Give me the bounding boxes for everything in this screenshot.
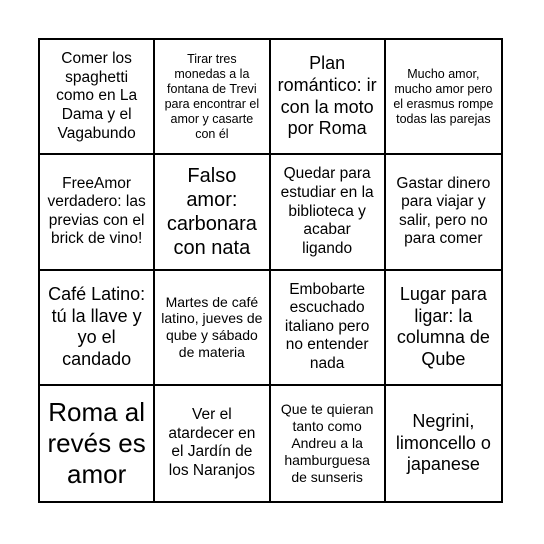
bingo-cell-text: Que te quieran tanto como Andreu a la hamburguesa de sunseris	[280, 401, 374, 485]
bingo-grid	[38, 38, 503, 503]
bingo-cell[interactable]	[155, 40, 270, 155]
bingo-cell[interactable]	[386, 40, 501, 155]
bingo-cell-text: Mucho amor, mucho amor pero el erasmus rompe todas las parejas	[393, 66, 494, 126]
bingo-cell[interactable]	[271, 271, 386, 386]
bingo-cell[interactable]	[386, 155, 501, 270]
bingo-cell-text: Roma al revés es amor	[47, 396, 146, 489]
bingo-cell-text: Negrini, limoncello o japanese	[395, 410, 491, 475]
bingo-cell-text: FreeAmor verdadero: las previas con el brick de vino!	[47, 174, 146, 248]
bingo-cell-text: Ver el atardecer en el Jardín de los Naranjos	[168, 406, 256, 479]
bingo-cell-text: Comer los spaghetti como en La Dama y el Vagabundo	[56, 50, 138, 142]
bingo-cell[interactable]	[40, 271, 155, 386]
bingo-cell[interactable]	[155, 386, 270, 501]
bingo-cell[interactable]	[155, 155, 270, 270]
bingo-cell[interactable]	[386, 386, 501, 501]
bingo-cell[interactable]	[271, 155, 386, 270]
bingo-cell[interactable]	[386, 271, 501, 386]
bingo-cell-text: Quedar para estudiar en la biblioteca y acabar ligando	[280, 165, 374, 257]
bingo-cell[interactable]	[40, 386, 155, 501]
bingo-cell-text: Plan romántico: ir con la moto por Roma	[277, 53, 377, 139]
bingo-cell-text: Martes de café latino, jueves de qube y sábado de materia	[161, 293, 263, 360]
bingo-cell-text: Lugar para ligar: la columna de Qube	[396, 283, 490, 369]
bingo-cell-text: Gastar dinero para viajar y salir, pero no para comer	[396, 174, 491, 248]
bingo-cell[interactable]	[40, 40, 155, 155]
bingo-cell-text: Café Latino: tú la llave y yo el candado	[48, 283, 146, 369]
bingo-cell-text: Embobarte escuchado italiano pero no entender nada	[284, 280, 370, 373]
bingo-cell[interactable]	[155, 271, 270, 386]
bingo-cell[interactable]	[271, 386, 386, 501]
bingo-cell-text: Tirar tres monedas a la fontana de Trevi para encontrar el amor y casarte con él	[164, 51, 260, 141]
bingo-cell[interactable]	[271, 40, 386, 155]
bingo-cell-text: Falso amor: carbonara con nata	[166, 164, 257, 259]
bingo-cell[interactable]	[40, 155, 155, 270]
